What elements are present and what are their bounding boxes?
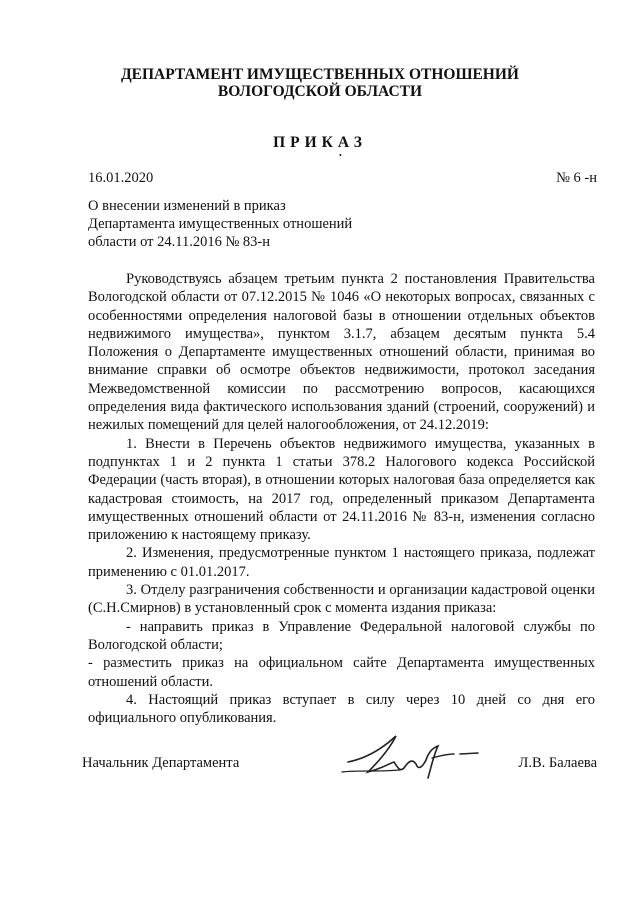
clause-4: 4. Настоящий приказ вступает в силу через 10 дней со дня его официального опубликования. (88, 691, 595, 727)
subject-line: Департамента имущественных отношений (88, 216, 353, 232)
subject-line: области от 24.11.2016 № 83-н (88, 234, 271, 250)
clause-2: 2. Изменения, предусмотренные пунктом 1 настоящего приказа, подлежат применению с 01.01.2017. (88, 545, 595, 580)
order-date: 16.01.2020 (88, 170, 154, 186)
header-line-2: ВОЛОГОДСКОЙ ОБЛАСТИ (217, 83, 423, 100)
department-header (0, 66, 640, 100)
header-line-1: ДЕПАРТАМЕНТ ИМУЩЕСТВЕННЫХ ОТНОШЕНИЙ (121, 66, 519, 83)
order-body (88, 270, 595, 727)
subject-line: О внесении изменений в приказ (88, 198, 286, 214)
order-title: ПРИКАЗ (273, 134, 367, 151)
order-subject (88, 197, 488, 251)
clause-1: 1. Внести в Перечень объектов недвижимого имущества, указанных в подпунктах 1 и 2 пункта 1 статьи 378.2 Налогового кодекса Российской Федерации (часть вторая), в отношении которых налоговая база определяется как кадастровая стоимость, на 2017 год, определенный приказом Департамента имущественных отношений области от 24.11.2016 № 83-н, изменения согласно приложению к настоящему приказу. (88, 435, 595, 544)
clause-3-item-1: - направить приказ в Управление Федеральной налоговой службы по Вологодской области; (88, 618, 595, 653)
clause-3-item-2: - разместить приказ на официальном сайте Департамента имущественных отношений области. (88, 655, 595, 690)
handwritten-signature (328, 728, 498, 788)
decorative-dot: • (339, 151, 342, 160)
preamble-paragraph: Руководствуясь абзацем третьим пункта 2 постановления Правительства Вологодской области от 07.12.2015 № 1046 «О некоторых вопросах, связанных с особенностями определения налоговой базы в отношении отдельных объектов недвижимого имущества», пунктом 3.1.7, абзацем десятым пункта 5.4 Положения о Департаменте имущественных отношений области, принимая во внимание справки об осмотре объектов недвижимости, протокол заседания Межведомственной комиссии по рассмотрению вопросов, касающихся определения вида фактического использования зданий (строений, сооружений) и нежилых помещений для целей налогообложения, от 24.12.2019: (88, 271, 595, 434)
signer-position: Начальник Департамента (82, 755, 240, 771)
signer-name: Л.В. Балаева (518, 755, 597, 771)
clause-3: 3. Отделу разграничения собственности и организации кадастровой оценки (С.Н.Смирнов) в установленный срок с момента издания приказа: (88, 582, 595, 617)
order-number: № 6 -н (556, 170, 597, 186)
